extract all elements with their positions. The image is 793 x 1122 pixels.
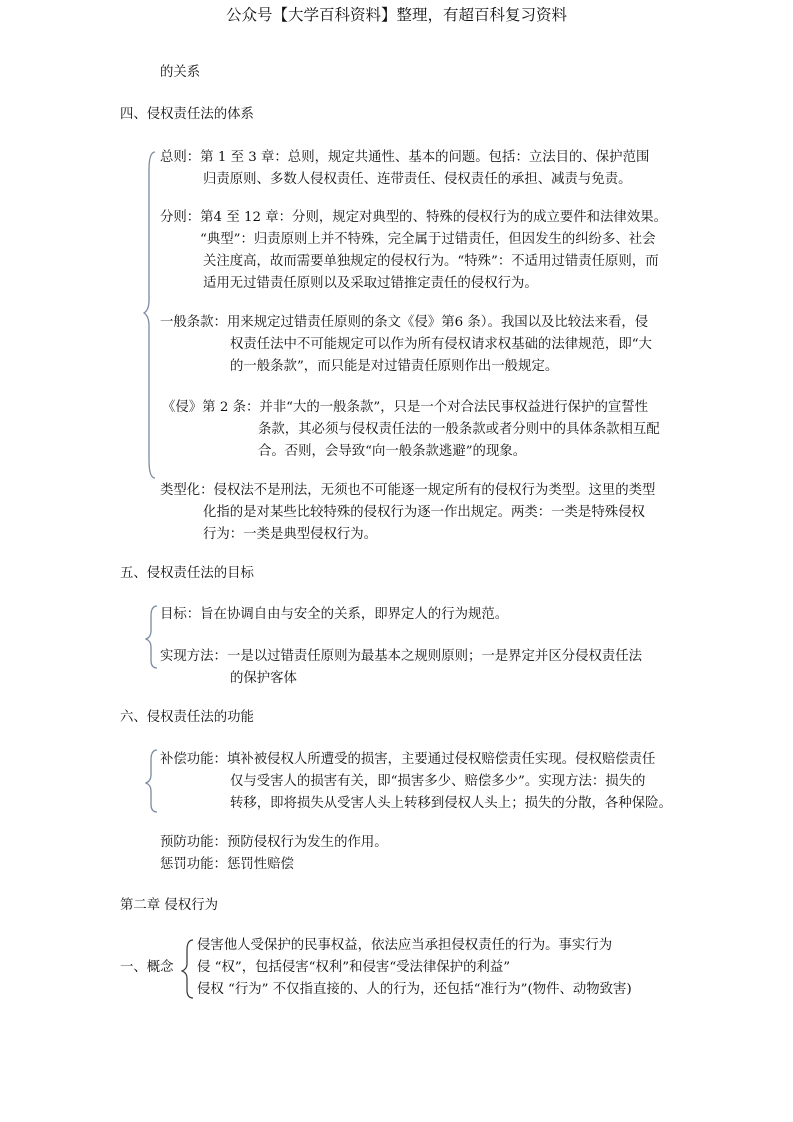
text-line: 类型化：侵权法不是刑法，无须也不可能逐一规定所有的侵权行为类型。这里的类型 (160, 483, 656, 498)
intro-text: 的关系 (160, 65, 201, 80)
text-line: 行为：一类是典型侵权行为。 (203, 527, 378, 542)
brace-icon (181, 938, 195, 1000)
chapter-heading: 第二章 侵权行为 (120, 898, 218, 913)
text-line: “典型”：归责原则上并不特殊，完全属于过错责任，但因发生的纠纷多、社会 (200, 232, 656, 247)
text-line: 的保护客体 (230, 671, 297, 686)
text-line: 补偿功能：填补被侵权人所遭受的损害，主要通过侵权赔偿责任实现。侵权赔偿责任 (160, 752, 656, 767)
brace-icon (145, 604, 159, 670)
text-line: 惩罚功能：惩罚性赔偿 (160, 857, 294, 872)
text-line: 总则：第 1 至 3 章：总则，规定共通性、基本的问题。包括：立法目的、保护范围 (160, 150, 650, 165)
text-line: 《侵》第 2 条：并非“大的一般条款”，只是一个对合法民事权益进行保护的宣誓性 (162, 400, 649, 415)
text-line: 合。否则，会导致“向一般条款逃避”的现象。 (258, 444, 527, 459)
text-line: 条款，其必须与侵权责任法的一般条款或者分则中的具体条款相互配 (258, 422, 660, 437)
text-line: 化指的是对某些比较特殊的侵权行为逐一作出规定。两类：一类是特殊侵权 (203, 505, 645, 520)
text-line: 侵 “权”，包括侵害“权利”和侵害“受法律保护的利益” (197, 960, 511, 975)
text-line: 适用无过错责任原则以及采取过错推定责任的侵权行为。 (203, 276, 538, 291)
section-heading: 六、侵权责任法的功能 (120, 710, 254, 725)
text-line: 关注度高，故而需要单独规定的侵权行为。“特殊”：不适用过错责任原则，而 (203, 254, 659, 269)
text-line: 目标：旨在协调自由与安全的关系，即界定人的行为规范。 (160, 607, 509, 622)
text-line: 分则：第4 至 12 章：分则，规定对典型的、特殊的侵权行为的成立要件和法律效果。 (160, 210, 667, 225)
text-line: 预防功能：预防侵权行为发生的作用。 (160, 835, 388, 850)
text-line: 侵权 “行为” 不仅指直接的、人的行为，还包括“准行为”(物件、动物致害) (197, 982, 632, 997)
text-line: 转移，即将损失从受害人头上转移到侵权人头上；损失的分散，各种保险。 (230, 796, 672, 811)
page-header: 公众号【大学百科资料】整理，有超百科复习资料 (225, 6, 567, 24)
concept-label: 一、概念 (120, 960, 174, 975)
brace-icon (143, 150, 157, 480)
text-line: 仅与受害人的损害有关，即“损害多少、赔偿多少”。实现方法：损失的 (230, 774, 646, 789)
text-line: 的一般条款”，而只能是对过错责任原则作出一般规定。 (230, 359, 559, 374)
text-line: 实现方法：一是以过错责任原则为最基本之规则原则；一是界定并区分侵权责任法 (160, 649, 643, 664)
section-heading: 四、侵权责任法的体系 (120, 107, 254, 122)
brace-icon (145, 748, 159, 814)
text-line: 一般条款：用来规定过错责任原则的条文《侵》第6 条）。我国以及比较法来看，侵 (160, 315, 649, 330)
section-heading: 五、侵权责任法的目标 (120, 566, 254, 581)
text-line: 归责原则、多数人侵权责任、连带责任、侵权责任的承担、减责与免责。 (203, 172, 632, 187)
text-line: 权责任法中不可能规定可以作为所有侵权请求权基础的法律规范，即“大 (230, 337, 652, 352)
text-line: 侵害他人受保护的民事权益，依法应当承担侵权责任的行为。事实行为 (197, 938, 613, 953)
